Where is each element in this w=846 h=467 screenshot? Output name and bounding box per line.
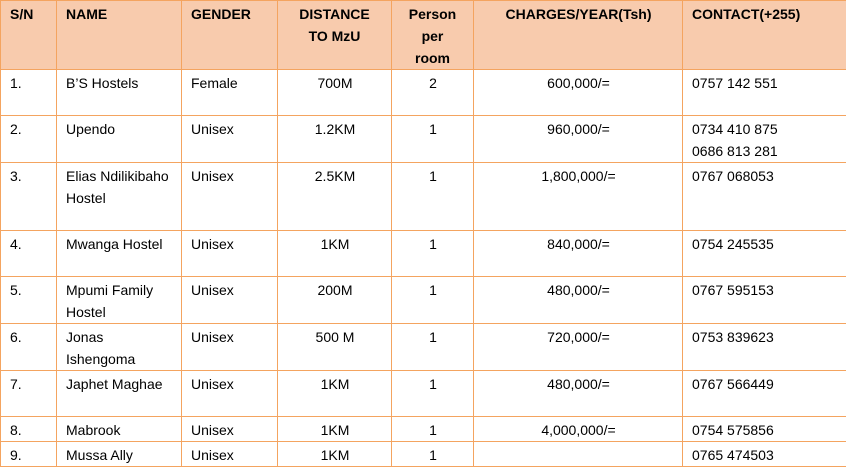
name-cell: Japhet Maghae xyxy=(57,371,182,417)
charges-cell: 840,000/= xyxy=(474,231,683,277)
name-cell: Upendo xyxy=(57,116,182,163)
name-cell: Mwanga Hostel xyxy=(57,231,182,277)
name-cell: Mussa Ally xyxy=(57,442,182,467)
charges-cell: 960,000/= xyxy=(474,116,683,163)
gender-cell: Female xyxy=(182,70,278,116)
charges-cell: 1,800,000/= xyxy=(474,163,683,231)
gender-cell: Unisex xyxy=(182,231,278,277)
charges-cell: 600,000/= xyxy=(474,70,683,116)
contact-number: 0753 839623 xyxy=(692,326,838,348)
distance-cell: 2.5KM xyxy=(278,163,392,231)
contact-cell xyxy=(683,417,846,442)
distance-cell: 1KM xyxy=(278,417,392,442)
gender-cell: Unisex xyxy=(182,371,278,417)
table-row xyxy=(1,163,846,231)
name-cell: Elias Ndilikibaho Hostel xyxy=(57,163,182,231)
table-row xyxy=(1,417,846,442)
gender-cell: Unisex xyxy=(182,116,278,163)
header-name: NAME xyxy=(57,1,182,70)
table-row xyxy=(1,442,846,467)
contact-cell xyxy=(683,116,846,163)
persons-cell: 1 xyxy=(392,371,474,417)
contact-cell xyxy=(683,277,846,324)
table-row xyxy=(1,371,846,417)
persons-cell: 1 xyxy=(392,277,474,324)
sn-cell: 9. xyxy=(1,442,57,467)
charges-cell: 480,000/= xyxy=(474,277,683,324)
table-row xyxy=(1,70,846,116)
header-row xyxy=(1,1,846,70)
header-sn: S/N xyxy=(1,1,57,70)
contact-cell xyxy=(683,163,846,231)
contact-cell xyxy=(683,231,846,277)
contact-number: 0765 474503 xyxy=(692,444,838,466)
charges-cell: 480,000/= xyxy=(474,371,683,417)
sn-cell: 6. xyxy=(1,324,57,371)
charges-cell xyxy=(474,442,683,467)
distance-cell: 1KM xyxy=(278,231,392,277)
contact-number: 0767 595153 xyxy=(692,279,838,301)
sn-cell: 3. xyxy=(1,163,57,231)
contact-number: 0686 813 281 xyxy=(692,140,838,162)
header-distance: DISTANCE TO MzU xyxy=(278,1,392,70)
sn-cell: 5. xyxy=(1,277,57,324)
header-contact: CONTACT(+255) xyxy=(683,1,846,70)
distance-cell: 200M xyxy=(278,277,392,324)
sn-cell: 2. xyxy=(1,116,57,163)
sn-cell: 4. xyxy=(1,231,57,277)
distance-cell: 1KM xyxy=(278,371,392,417)
persons-cell: 1 xyxy=(392,324,474,371)
header-persons: Person per room xyxy=(392,1,474,70)
contact-cell xyxy=(683,70,846,116)
sn-cell: 8. xyxy=(1,417,57,442)
contact-cell xyxy=(683,442,846,467)
persons-cell: 1 xyxy=(392,417,474,442)
table-row xyxy=(1,277,846,324)
distance-cell: 1KM xyxy=(278,442,392,467)
contact-number: 0767 068053 xyxy=(692,165,838,187)
header-gender: GENDER xyxy=(182,1,278,70)
name-cell: Jonas Ishengoma xyxy=(57,324,182,371)
contact-number: 0754 575856 xyxy=(692,419,838,441)
charges-cell: 720,000/= xyxy=(474,324,683,371)
persons-cell: 1 xyxy=(392,116,474,163)
name-cell: B’S Hostels xyxy=(57,70,182,116)
sn-cell: 1. xyxy=(1,70,57,116)
persons-cell: 2 xyxy=(392,70,474,116)
distance-cell: 1.2KM xyxy=(278,116,392,163)
distance-cell: 700M xyxy=(278,70,392,116)
table-row xyxy=(1,231,846,277)
gender-cell: Unisex xyxy=(182,417,278,442)
gender-cell: Unisex xyxy=(182,277,278,324)
persons-cell: 1 xyxy=(392,442,474,467)
header-charges: CHARGES/YEAR(Tsh) xyxy=(474,1,683,70)
contact-cell xyxy=(683,371,846,417)
contact-number: 0767 566449 xyxy=(692,373,838,395)
contact-number: 0734 410 875 xyxy=(692,118,838,140)
persons-cell: 1 xyxy=(392,231,474,277)
charges-cell: 4,000,000/= xyxy=(474,417,683,442)
gender-cell: Unisex xyxy=(182,163,278,231)
gender-cell: Unisex xyxy=(182,442,278,467)
sn-cell: 7. xyxy=(1,371,57,417)
table-row xyxy=(1,116,846,163)
persons-cell: 1 xyxy=(392,163,474,231)
contact-number: 0757 142 551 xyxy=(692,72,838,94)
contact-number: 0754 245535 xyxy=(692,233,838,255)
distance-cell: 500 M xyxy=(278,324,392,371)
contact-cell xyxy=(683,324,846,371)
gender-cell: Unisex xyxy=(182,324,278,371)
name-cell: Mabrook xyxy=(57,417,182,442)
name-cell: Mpumi Family Hostel xyxy=(57,277,182,324)
table-row xyxy=(1,324,846,371)
